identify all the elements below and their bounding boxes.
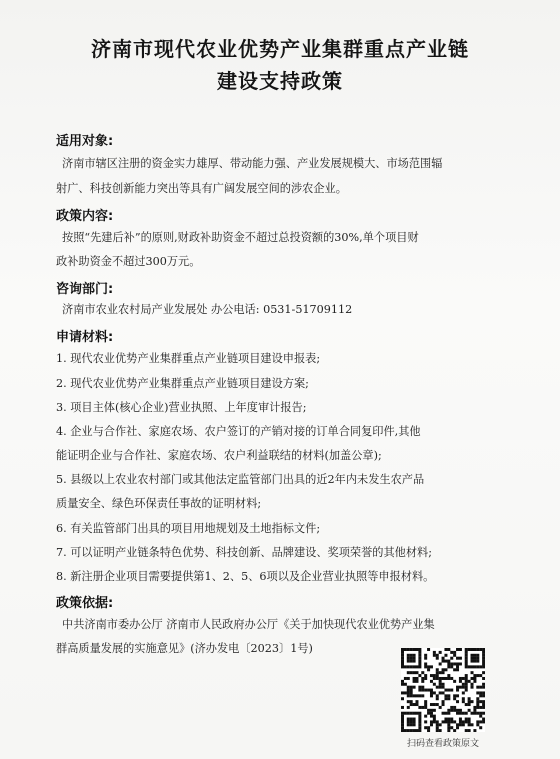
section-heading-target: 适用对象: — [56, 134, 114, 149]
materials-line: 6. 有关监管部门出具的项目用地规划及土地指标文件; — [56, 522, 321, 535]
basis-line: 中共济南市委办公厅 济南市人民政府办公厅《关于加快现代农业优势产业集 — [62, 618, 435, 631]
contact-line: 济南市农业农村局产业发展处 办公电话: 0531-51709112 — [62, 303, 353, 316]
section-heading-content: 政策内容: — [56, 209, 114, 224]
qr-code-icon[interactable] — [401, 648, 485, 732]
qr-caption: 扫码查看政策原文 — [406, 739, 479, 749]
materials-line: 质量安全、绿色环保责任事故的证明材料; — [56, 497, 262, 510]
section-heading-basis: 政策依据: — [56, 596, 114, 611]
page-title-line2: 建设支持政策 — [217, 69, 343, 93]
target-line: 济南市辖区注册的资金实力雄厚、带动能力强、产业发展规模大、市场范围辐 — [62, 157, 443, 170]
materials-line: 8. 新注册企业项目需要提供第1、2、5、6项以及企业营业执照等申报材料。 — [56, 570, 435, 583]
materials-line: 1. 现代农业优势产业集群重点产业链项目建设申报表; — [56, 352, 321, 365]
materials-line: 4. 企业与合作社、家庭农场、农户签订的产销对接的订单合同复印件,其他 — [56, 425, 421, 438]
materials-line: 5. 县级以上农业农村部门或其他法定监管部门出具的近2年内未发生农产品 — [56, 473, 425, 486]
materials-line: 7. 可以证明产业链条特色优势、科技创新、品牌建设、奖项荣誉的其他材料; — [56, 546, 433, 559]
basis-line: 群高质量发展的实施意见》(济办发电〔2023〕1号) — [56, 642, 313, 655]
content-line: 按照“先建后补”的原则,财政补助资金不超过总投资额的30%,单个项目财 — [62, 231, 419, 244]
target-line: 射广、科技创新能力突出等具有广阔发展空间的涉农企业。 — [56, 182, 347, 195]
materials-line: 能证明企业与合作社、家庭农场、农户利益联结的材料(加盖公章); — [56, 449, 382, 462]
section-heading-materials: 申请材料: — [56, 330, 114, 345]
section-heading-contact: 咨询部门: — [56, 282, 114, 297]
materials-line: 2. 现代农业优势产业集群重点产业链项目建设方案; — [56, 377, 309, 390]
page-title-line1: 济南市现代农业优势产业集群重点产业链 — [91, 37, 469, 61]
content-line: 政补助资金不超过300万元。 — [56, 255, 201, 268]
materials-line: 3. 项目主体(核心企业)营业执照、上年度审计报告; — [56, 401, 307, 414]
